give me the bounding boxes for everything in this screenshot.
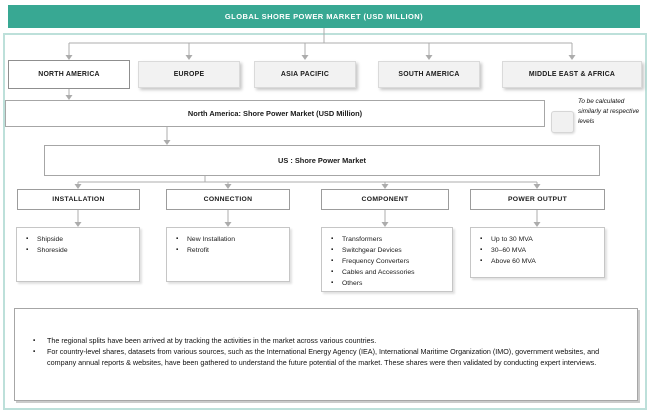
segment-header-connection: CONNECTION — [166, 189, 290, 210]
list-item: ▪ Above 60 MVA — [477, 256, 598, 267]
list-item: ▪ Switchgear Devices — [328, 245, 446, 256]
region-box-europe: EUROPE — [138, 61, 240, 88]
regional-market-box: North America: Shore Power Market (USD Million) — [5, 100, 545, 127]
segment-header-power-output: POWER OUTPUT — [470, 189, 605, 210]
segment-list-installation — [16, 227, 140, 282]
region-box-north-america: NORTH AMERICA — [8, 60, 130, 89]
region-box-asia-pacific: ASIA PACIFIC — [254, 61, 356, 88]
footnote: ▪ For country-level shares, datasets from various sources, such as the International Energy Agency (IEA), International Maritime Organization (IMO), government websites, and company annual reports & websites, have been gathered to understand the future potential of the market. These shares were then validated by conducting expert interviews. — [25, 347, 621, 369]
list-item: ▪ Others — [328, 278, 446, 289]
legend-swatch — [551, 111, 574, 133]
list-item: ▪ Frequency Converters — [328, 256, 446, 267]
list-item: ▪ Retrofit — [173, 245, 283, 256]
side-note: To be calculated similarly at respective levels — [578, 98, 640, 125]
segment-header-component: COMPONENT — [321, 189, 449, 210]
list-item: ▪ Shoreside — [23, 245, 133, 256]
title-banner: GLOBAL SHORE POWER MARKET (USD MILLION) — [8, 5, 640, 28]
methodology-note-box — [14, 308, 638, 401]
list-item: ▪ Transformers — [328, 234, 446, 245]
segment-list-power-output — [470, 227, 605, 278]
list-item: ▪ Cables and Accessories — [328, 267, 446, 278]
segment-list-component — [321, 227, 453, 292]
footnote: ▪ The regional splits have been arrived at by tracking the activities in the market across various countries. — [25, 336, 621, 347]
list-item: ▪ Shipside — [23, 234, 133, 245]
region-box-south-america: SOUTH AMERICA — [378, 61, 480, 88]
list-item: ▪ 30–60 MVA — [477, 245, 598, 256]
segment-header-installation: INSTALLATION — [17, 189, 140, 210]
list-item: ▪ Up to 30 MVA — [477, 234, 598, 245]
list-item: ▪ New Installation — [173, 234, 283, 245]
region-box-middle-east-africa: MIDDLE EAST & AFRICA — [502, 61, 642, 88]
country-market-box: US : Shore Power Market — [44, 145, 600, 176]
segment-list-connection — [166, 227, 290, 282]
